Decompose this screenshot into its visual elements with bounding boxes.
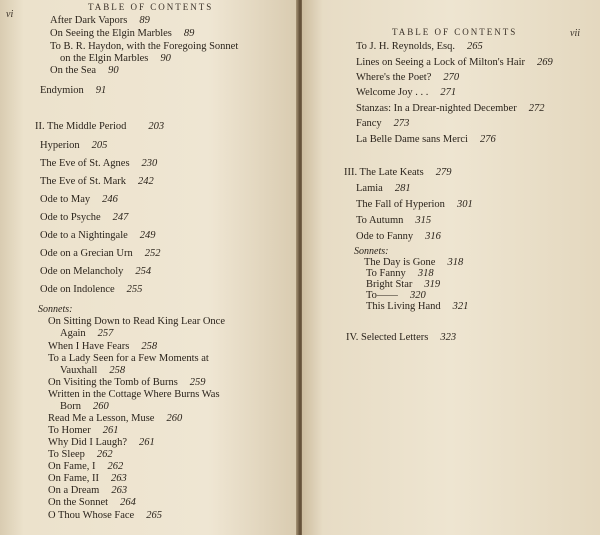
sonnet-entry: Bright Star 319 xyxy=(366,279,441,290)
sonnet-entry-continued: Vauxhall 258 xyxy=(60,365,126,376)
sonnet-entry: To Fanny 318 xyxy=(366,268,434,279)
sonnet-entry: On Sitting Down to Read King Lear Once xyxy=(48,316,226,327)
sonnet-entry: To—— 320 xyxy=(366,290,426,301)
toc-entry: Lines on Seeing a Lock of Milton's Hair 269 xyxy=(356,57,553,68)
toc-entry: Ode on a Grecian Urn 252 xyxy=(40,248,161,259)
toc-entry: The Eve of St. Agnes 230 xyxy=(40,158,158,169)
sonnet-entry: On Fame, I 262 xyxy=(48,461,124,472)
right-page-number: vii xyxy=(570,28,580,39)
sonnet-entry: On the Sonnet 264 xyxy=(48,497,136,508)
sonnet-entry-continued: Again 257 xyxy=(60,328,114,339)
sonnet-entry: Why Did I Laugh? 261 xyxy=(48,437,155,448)
toc-entry: Ode on Melancholy 254 xyxy=(40,266,152,277)
toc-entry: To Autumn 315 xyxy=(356,215,432,226)
toc-entry: Ode to a Nightingale 249 xyxy=(40,230,156,241)
toc-entry: Lamia 281 xyxy=(356,183,411,194)
toc-entry: La Belle Dame sans Merci 276 xyxy=(356,134,496,145)
toc-entry: Welcome Joy . . . 271 xyxy=(356,87,457,98)
sonnet-entry: This Living Hand 321 xyxy=(366,301,469,312)
toc-entry: The Eve of St. Mark 242 xyxy=(40,176,154,187)
toc-entry: Hyperion 205 xyxy=(40,140,108,151)
toc-entry: On the Sea 90 xyxy=(50,65,119,76)
section-heading: III. The Late Keats 279 xyxy=(344,167,452,178)
toc-entry: The Fall of Hyperion 301 xyxy=(356,199,473,210)
sonnet-entry: When I Have Fears 258 xyxy=(48,341,158,352)
sonnet-entry: To a Lady Seen for a Few Moments at xyxy=(48,353,209,364)
section-heading: IV. Selected Letters 323 xyxy=(346,332,457,343)
section-heading: II. The Middle Period 203 xyxy=(35,121,165,132)
toc-entry: On Seeing the Elgin Marbles 89 xyxy=(50,28,195,39)
toc-entry: Endymion 91 xyxy=(40,85,107,96)
sonnets-label: Sonnets: xyxy=(38,304,73,315)
sonnet-entry: To Sleep 262 xyxy=(48,449,113,460)
toc-entry: After Dark Vapors 89 xyxy=(50,15,150,26)
sonnet-entry: O Thou Whose Face 265 xyxy=(48,510,162,521)
toc-entry: To B. R. Haydon, with the Foregoing Sonnet xyxy=(50,41,239,52)
toc-entry: Ode to Fanny 316 xyxy=(356,231,441,242)
toc-entry: Ode on Indolence 255 xyxy=(40,284,143,295)
left-running-header: TABLE OF CONTENTS xyxy=(88,2,214,12)
sonnet-entry: Read Me a Lesson, Muse 260 xyxy=(48,413,183,424)
sonnet-entry: On a Dream 263 xyxy=(48,485,128,496)
left-page-number: vi xyxy=(6,9,14,20)
right-page xyxy=(302,0,600,535)
toc-entry: Fancy 273 xyxy=(356,118,410,129)
toc-entry: To J. H. Reynolds, Esq. 265 xyxy=(356,41,483,52)
sonnet-entry: The Day is Gone 318 xyxy=(364,257,464,268)
sonnet-entry: To Homer 261 xyxy=(48,425,119,436)
right-running-header: TABLE OF CONTENTS xyxy=(392,27,518,37)
sonnets-label: Sonnets: xyxy=(354,246,389,257)
toc-entry: Ode to Psyche 247 xyxy=(40,212,129,223)
sonnet-entry: Written in the Cottage Where Burns Was xyxy=(48,389,220,400)
left-page xyxy=(0,0,298,535)
sonnet-entry: On Visiting the Tomb of Burns 259 xyxy=(48,377,206,388)
toc-entry: Where's the Poet? 270 xyxy=(356,72,460,83)
toc-entry: Ode to May 246 xyxy=(40,194,118,205)
toc-entry: Stanzas: In a Drear-nighted December 272 xyxy=(356,103,545,114)
toc-entry-continued: on the Elgin Marbles 90 xyxy=(60,53,171,64)
sonnet-entry-continued: Born 260 xyxy=(60,401,109,412)
sonnet-entry: On Fame, II 263 xyxy=(48,473,127,484)
